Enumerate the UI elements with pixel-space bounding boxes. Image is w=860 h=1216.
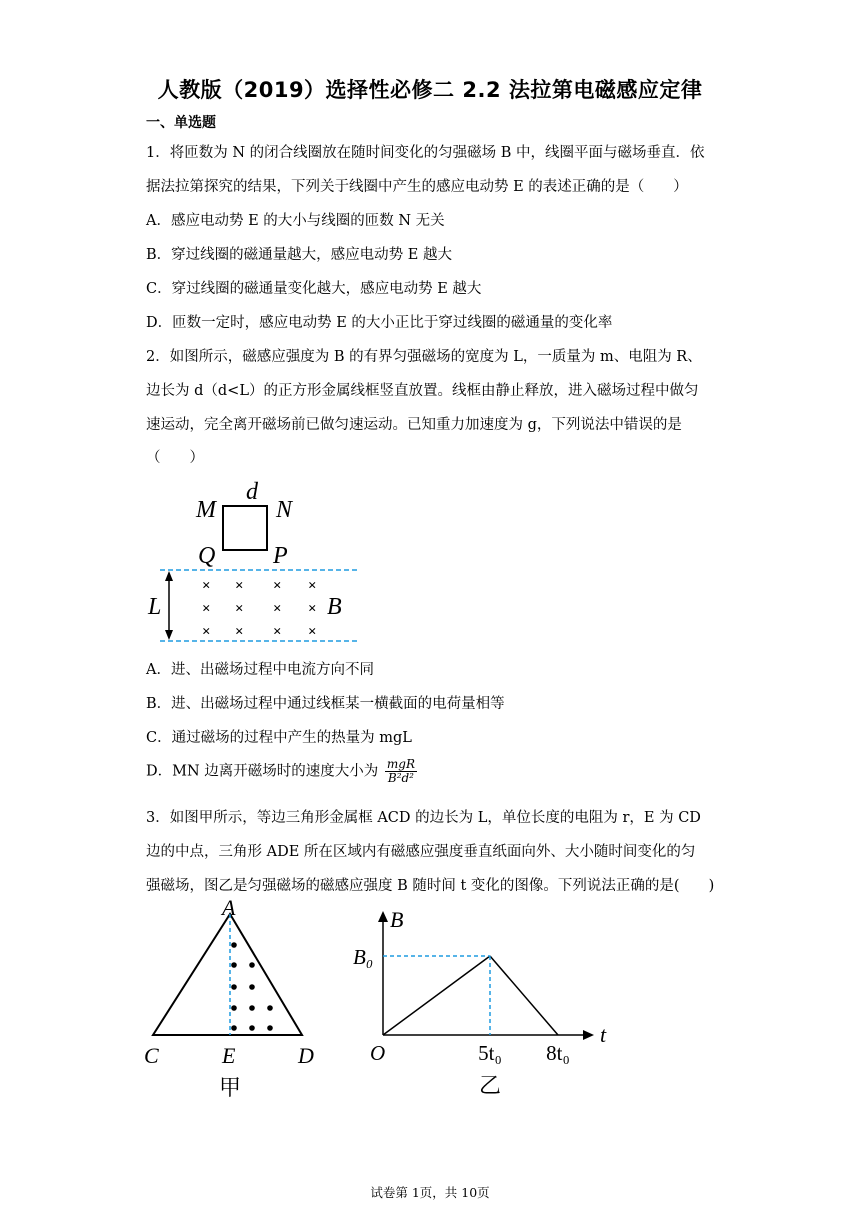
q2-option-d: [146, 758, 417, 785]
x-axis-arrow: [583, 1030, 594, 1040]
graph-rise: [383, 956, 490, 1035]
arrow-head-down: [165, 630, 173, 640]
label-b: B: [327, 594, 342, 620]
field-mark: ×: [273, 624, 282, 640]
q3-stem-line2: 边的中点，三角形 ADE 所在区域内有磁感应强度垂直纸面向外、大小随时间变化的匀: [146, 844, 696, 860]
field-mark: ×: [235, 601, 244, 617]
label-origin: O: [370, 1041, 386, 1065]
field-mark: ×: [235, 578, 244, 594]
q3-stem-line1: 3．如图甲所示，等边三角形金属框 ACD 的边长为 L，单位长度的电阻为 r，E 为 CD: [146, 810, 701, 826]
section-heading: 一、单选题: [146, 115, 216, 131]
q1-option-d: D．匝数一定时，感应电动势 E 的大小正比于穿过线圈的磁通量的变化率: [146, 315, 613, 331]
page-title: 人教版（2019）选择性必修二 2.2 法拉第电磁感应定律: [157, 78, 703, 102]
label-5t0: 5t₀: [478, 1041, 502, 1065]
field-mark: ×: [202, 624, 211, 640]
label-q: Q: [198, 543, 216, 569]
fraction-numerator: mgR: [386, 757, 415, 771]
figure-yi-graph: [350, 905, 620, 1100]
field-mark: ×: [308, 624, 317, 640]
label-c: C: [144, 1043, 159, 1068]
fraction-denominator: B²d²: [387, 771, 414, 785]
q1-stem-line1: 1．将匝数为 N 的闭合线圈放在随时间变化的匀强磁场 B 中，线圈平面与磁场垂直．依: [146, 145, 705, 161]
page-footer: 试卷第 1页，共 10页: [370, 1185, 490, 1200]
field-dots: [231, 942, 273, 1031]
field-mark: ×: [308, 601, 317, 617]
q2-figure: [140, 475, 380, 650]
q2-option-c: C．通过磁场的过程中产生的热量为 mgL: [146, 730, 412, 746]
label-e: E: [222, 1043, 236, 1068]
q2-stem-line4: （ ）: [146, 450, 204, 466]
label-l: L: [148, 594, 162, 620]
field-mark: ×: [235, 624, 244, 640]
q2-option-d-fraction: [385, 758, 417, 785]
q2-stem-line3: 速运动，完全离开磁场前已做匀速运动。已知重力加速度为 g，下列说法中错误的是: [146, 417, 682, 433]
graph-fall: [490, 956, 558, 1035]
label-d: d: [246, 479, 258, 505]
field-mark: ×: [273, 578, 282, 594]
field-mark: ×: [202, 578, 211, 594]
field-marks: [202, 578, 317, 640]
q2-option-d-text: D．MN 边离开磁场时的速度大小为: [146, 763, 379, 780]
q2-option-b: B．进、出磁场过程中通过线框某一横截面的电荷量相等: [146, 696, 505, 712]
q2-option-a: A．进、出磁场过程中电流方向不同: [146, 662, 374, 678]
label-8t0: 8t₀: [546, 1041, 570, 1065]
label-n: N: [276, 497, 293, 523]
label-x-t: t: [600, 1022, 607, 1047]
label-p: P: [273, 543, 288, 569]
figure-jia: [140, 895, 320, 1105]
caption-yi: 乙: [478, 1073, 502, 1098]
q3-stem-line3: 强磁场，图乙是匀强磁场的磁感应强度 B 随时间 t 变化的图像。下列说法正确的是( ): [146, 878, 715, 894]
label-d: D: [298, 1043, 314, 1068]
q1-option-c: C．穿过线圈的磁通量变化越大，感应电动势 E 越大: [146, 281, 482, 297]
label-y-b: B: [390, 907, 404, 932]
caption-jia: 甲: [218, 1075, 242, 1100]
label-m: M: [196, 497, 216, 523]
q1-stem-line2: 据法拉第探究的结果，下列关于线圈中产生的感应电动势 E 的表述正确的是（ ）: [146, 179, 688, 195]
square-frame: [223, 506, 267, 550]
arrow-head-up: [165, 571, 173, 581]
triangle-acd: [153, 914, 302, 1035]
q2-stem-line2: 边长为 d（d<L）的正方形金属线框竖直放置。线框由静止释放，进入磁场过程中做匀: [146, 383, 699, 399]
q1-option-b: B．穿过线圈的磁通量越大，感应电动势 E 越大: [146, 247, 452, 263]
label-a: A: [222, 895, 236, 920]
field-mark: ×: [273, 601, 282, 617]
field-mark: ×: [308, 578, 317, 594]
q2-stem-line1: 2．如图所示，磁感应强度为 B 的有界匀强磁场的宽度为 L，一质量为 m、电阻为 R、: [146, 349, 702, 365]
y-axis-arrow: [378, 911, 388, 922]
q1-option-a: A．感应电动势 E 的大小与线圈的匝数 N 无关: [146, 213, 445, 229]
label-b0: B₀: [353, 945, 374, 969]
field-mark: ×: [202, 601, 211, 617]
